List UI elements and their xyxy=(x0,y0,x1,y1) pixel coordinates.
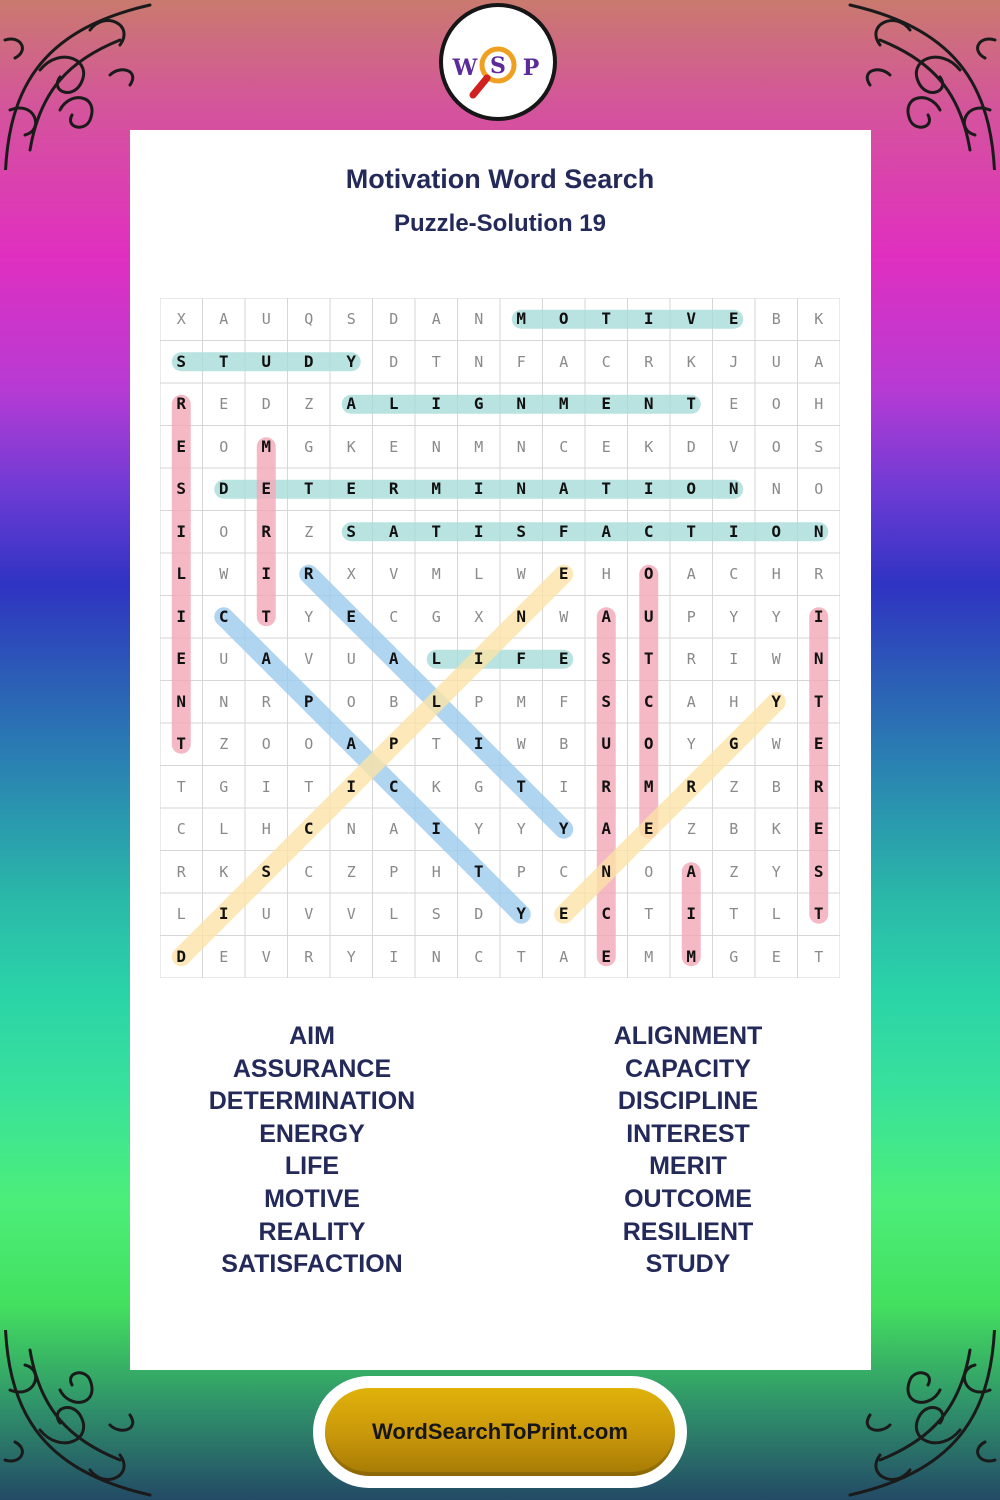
grid-cell: N xyxy=(728,479,739,498)
grid-cell: R xyxy=(261,521,272,541)
grid-cell: Y xyxy=(771,607,781,626)
grid-cell: E xyxy=(176,649,187,668)
grid-cell: T xyxy=(814,947,824,966)
grid-cell: I xyxy=(176,606,187,626)
grid-cell: P xyxy=(686,607,696,626)
grid-cell: N xyxy=(813,521,824,541)
grid-cell: N xyxy=(516,394,527,413)
grid-cell: O xyxy=(771,521,782,541)
logo-letter-p: P xyxy=(522,55,540,81)
grid-cell: W xyxy=(771,650,781,668)
grid-cell: C xyxy=(176,820,186,838)
grid-cell: C xyxy=(304,862,314,881)
grid-cell: I xyxy=(473,521,484,541)
grid-cell: T xyxy=(176,734,187,753)
grid-cell: R xyxy=(686,776,697,796)
grid-cell: O xyxy=(219,437,229,456)
grid-cell: M xyxy=(644,947,654,966)
grid-cell: T xyxy=(176,777,186,796)
grid-cell: E xyxy=(601,437,611,456)
grid-cell: A xyxy=(686,861,697,881)
grid-cell: T xyxy=(643,649,654,668)
grid-cell: N xyxy=(219,692,229,711)
grid-cell: P xyxy=(303,691,314,711)
grid-cell: R xyxy=(814,565,824,583)
logo-letter-s: S xyxy=(490,53,506,79)
grid-cell: C xyxy=(601,352,611,371)
grid-cell: E xyxy=(219,947,229,966)
grid-cell: E xyxy=(346,606,357,626)
grid-cell: Y xyxy=(771,691,782,711)
grid-cell: W xyxy=(516,565,526,583)
grid-cell: K xyxy=(814,310,824,328)
grid-cell: M xyxy=(431,479,442,498)
grid-cell: G xyxy=(473,394,484,413)
grid-cell: Y xyxy=(771,862,781,881)
grid-cell: L xyxy=(431,691,442,711)
grid-cell: O xyxy=(346,692,356,711)
grid-cell: I xyxy=(473,649,484,668)
grid-cell: Y xyxy=(346,947,356,966)
grid-cell: I xyxy=(813,606,824,626)
grid-cell: W xyxy=(219,565,229,583)
grid-cell: N xyxy=(431,947,441,966)
grid-cell: Z xyxy=(304,522,314,541)
logo-letter-w: W xyxy=(452,55,478,81)
grid-cell: Z xyxy=(686,820,696,838)
grid-cell: M xyxy=(516,309,527,328)
grid-cell: C xyxy=(474,947,484,966)
grid-cell: R xyxy=(261,692,271,711)
grid-cell: G xyxy=(728,734,739,753)
grid-cell: I xyxy=(559,777,569,796)
grid-cell: O xyxy=(771,395,781,413)
grid-cell: G xyxy=(474,777,484,796)
grid-cell: I xyxy=(261,777,271,796)
grid-cell: Z xyxy=(219,735,229,753)
grid-cell: T xyxy=(261,606,272,626)
grid-cell: I xyxy=(431,819,442,838)
grid-cell: P xyxy=(474,692,484,711)
grid-cell: E xyxy=(601,394,612,413)
grid-cell: N xyxy=(431,437,441,456)
word-list-item: ASSURANCE xyxy=(232,1054,392,1083)
grid-cell: G xyxy=(219,777,229,796)
grid-cell: M xyxy=(474,437,484,456)
grid-cell: N xyxy=(516,606,527,626)
grid-cell: W xyxy=(559,607,569,626)
grid-cell: V xyxy=(261,947,271,966)
grid-cell: D xyxy=(474,905,484,923)
grid-cell: N xyxy=(601,861,612,881)
grid-cell: M xyxy=(431,565,441,583)
grid-cell: I xyxy=(389,947,399,966)
grid-cell: O xyxy=(814,480,824,498)
grid-cell: C xyxy=(389,607,399,626)
grid-cell: D xyxy=(389,310,399,328)
grid-cell: T xyxy=(218,351,229,371)
grid-cell: D xyxy=(686,437,696,456)
grid-cell: T xyxy=(473,861,484,881)
grid-cell: Z xyxy=(304,395,314,413)
grid-cell: R xyxy=(303,564,314,583)
grid-cell: C xyxy=(643,521,654,541)
grid-cell: E xyxy=(728,309,739,328)
grid-cell: U xyxy=(346,650,356,668)
page-subtitle: Puzzle-Solution 19 xyxy=(393,210,606,237)
grid-cell: B xyxy=(389,692,399,711)
grid-cell: N xyxy=(813,649,824,668)
grid-cell: O xyxy=(261,735,271,753)
grid-cell: A xyxy=(388,649,399,668)
grid-cell: O xyxy=(219,522,229,541)
grid-cell: V xyxy=(729,437,739,456)
grid-cell: C xyxy=(729,565,739,583)
grid-cell: I xyxy=(473,734,484,753)
word-list-item: ALIGNMENT xyxy=(613,1022,763,1050)
grid-cell: I xyxy=(728,521,739,541)
grid-cell: A xyxy=(346,394,357,413)
grid-cell: Z xyxy=(729,862,739,881)
grid-cell: E xyxy=(771,947,781,966)
grid-cell: C xyxy=(559,437,569,456)
grid-cell: R xyxy=(601,776,612,796)
grid-cell: E xyxy=(729,395,739,413)
grid-cell: F xyxy=(558,521,569,541)
grid-cell: S xyxy=(261,861,272,881)
grid-cell: T xyxy=(516,776,527,796)
grid-cell: G xyxy=(729,947,739,966)
word-list-item: OUTCOME xyxy=(624,1184,752,1213)
grid-cell: E xyxy=(389,437,399,456)
grid-cell: M xyxy=(516,692,526,711)
grid-cell: T xyxy=(601,309,612,328)
grid-cell: S xyxy=(431,905,441,923)
grid-cell: P xyxy=(516,862,526,881)
grid-cell: E xyxy=(643,819,654,838)
word-list-item: AIM xyxy=(289,1022,335,1050)
grid-cell: H xyxy=(261,820,271,838)
grid-cell: T xyxy=(431,352,441,371)
grid-cell: P xyxy=(388,734,399,753)
word-list-item: STUDY xyxy=(645,1250,731,1279)
grid-cell: V xyxy=(346,905,356,923)
grid-cell: V xyxy=(304,650,314,668)
grid-cell: T xyxy=(303,479,314,498)
grid-cell: S xyxy=(176,351,187,371)
grid-cell: A xyxy=(601,606,612,626)
grid-cell: E xyxy=(601,946,612,966)
grid-cell: A xyxy=(219,310,229,328)
grid-cell: K xyxy=(346,437,356,456)
grid-cell: Q xyxy=(304,310,314,328)
grid-cell: L xyxy=(431,649,442,668)
grid-cell: K xyxy=(644,437,654,456)
grid-cell: Z xyxy=(346,862,356,881)
grid-cell: D xyxy=(176,946,187,966)
grid-cell: I xyxy=(218,904,229,923)
grid-cell: L xyxy=(176,564,187,583)
grid-cell: N xyxy=(176,691,187,711)
grid-cell: O xyxy=(643,564,654,583)
grid-cell: W xyxy=(771,735,781,753)
grid-cell: I xyxy=(431,394,442,413)
grid-cell: A xyxy=(559,352,569,371)
grid-cell: I xyxy=(643,479,654,498)
grid-cell: U xyxy=(601,734,612,753)
grid-cell: A xyxy=(559,947,569,966)
grid-cell: F xyxy=(516,649,527,668)
grid-cell: S xyxy=(601,649,612,668)
grid-cell: O xyxy=(304,735,314,753)
grid-cell: T xyxy=(813,691,824,711)
grid-cell: Y xyxy=(729,607,739,626)
grid-cell: H xyxy=(729,692,739,711)
grid-cell: V xyxy=(389,565,399,583)
site-link-button[interactable]: WordSearchToPrint.com xyxy=(325,1388,675,1476)
grid-cell: K xyxy=(431,777,441,796)
grid-cell: N xyxy=(516,437,526,456)
grid-cell: Y xyxy=(474,820,484,838)
grid-cell: O xyxy=(686,479,697,498)
grid-cell: Y xyxy=(516,820,526,838)
grid-cell: R xyxy=(644,352,654,371)
grid-letters xyxy=(160,298,840,978)
grid-cell: L xyxy=(389,905,399,923)
word-list-item: RESILIENT xyxy=(622,1217,754,1246)
grid-cell: X xyxy=(474,607,484,626)
grid-cell: S xyxy=(346,310,356,328)
grid-cell: D xyxy=(261,395,271,413)
grid-cell: E xyxy=(261,479,272,498)
grid-cell: H xyxy=(814,395,824,413)
grid-cell: U xyxy=(261,351,272,371)
word-list-item: CAPACITY xyxy=(625,1054,751,1083)
grid-cell: I xyxy=(643,309,654,328)
grid-cell: S xyxy=(346,521,357,541)
grid-cell: T xyxy=(729,905,739,923)
word-list-item: ENERGY xyxy=(259,1119,365,1148)
grid-cell: O xyxy=(644,862,654,881)
grid-cell: A xyxy=(431,310,441,328)
grid-cell: Y xyxy=(304,607,314,626)
grid-cell: D xyxy=(218,479,229,498)
grid-cell: I xyxy=(346,776,357,796)
grid-cell: E xyxy=(219,395,229,413)
grid-cell: E xyxy=(176,436,187,456)
grid-cell: S xyxy=(813,861,824,881)
grid-cell: T xyxy=(601,479,612,498)
grid-cell: R xyxy=(388,479,399,498)
grid-cell: N xyxy=(474,310,484,328)
grid-cell: M xyxy=(558,394,569,413)
grid-cell: M xyxy=(686,946,697,966)
grid-cell: A xyxy=(558,479,569,498)
grid-cell: N xyxy=(643,394,654,413)
grid-cell: R xyxy=(176,394,187,413)
grid-cell: U xyxy=(261,905,271,923)
grid-cell: A xyxy=(346,734,357,753)
grid-cell: N xyxy=(474,352,484,371)
grid-cell: U xyxy=(771,352,781,371)
grid-cell: U xyxy=(261,310,271,328)
grid-cell: M xyxy=(261,436,272,456)
grid-cell: A xyxy=(388,521,399,541)
grid-cell: I xyxy=(176,521,187,541)
grid-cell: O xyxy=(643,734,654,753)
grid-cell: M xyxy=(643,776,654,796)
grid-cell: C xyxy=(643,691,654,711)
word-list-item: DISCIPLINE xyxy=(617,1087,759,1116)
grid-cell: S xyxy=(516,521,527,541)
grid-cell: T xyxy=(686,394,697,413)
grid-cell: L xyxy=(388,394,399,413)
site-logo xyxy=(439,3,557,121)
grid-cell: T xyxy=(644,905,654,923)
grid-cell: R xyxy=(813,776,824,796)
grid-cell: K xyxy=(219,862,229,881)
grid-cell: Z xyxy=(729,777,739,796)
grid-cell: S xyxy=(814,437,824,456)
grid-cell: U xyxy=(219,650,229,668)
grid-cell: X xyxy=(176,310,186,328)
grid-cell: J xyxy=(729,352,739,371)
grid-cell: O xyxy=(771,437,781,456)
grid-cell: E xyxy=(558,904,569,923)
word-list-item: DETERMINATION xyxy=(208,1087,416,1116)
grid-cell: T xyxy=(686,521,697,541)
grid-cell: I xyxy=(729,650,739,668)
grid-cell: N xyxy=(771,480,781,498)
grid-cell: Y xyxy=(686,735,696,753)
grid-cell: Y xyxy=(516,904,527,923)
grid-cell: G xyxy=(304,437,314,456)
word-list-item: SATISFACTION xyxy=(221,1250,403,1279)
grid-cell: H xyxy=(601,565,611,583)
word-list-item: INTEREST xyxy=(626,1119,750,1148)
grid-cell: I xyxy=(261,564,272,583)
grid-cell: S xyxy=(601,691,612,711)
grid-cell: U xyxy=(643,606,654,626)
grid-cell: C xyxy=(601,904,612,923)
grid-cell: E xyxy=(558,564,569,583)
grid-cell: V xyxy=(304,905,314,923)
grid-cell: A xyxy=(389,820,399,838)
grid-cell: F xyxy=(516,352,526,371)
grid-cell: E xyxy=(346,479,357,498)
grid-cell: D xyxy=(389,352,399,371)
word-list-item: LIFE xyxy=(284,1152,340,1181)
grid-cell: T xyxy=(304,777,314,796)
grid-cell: W xyxy=(516,735,526,753)
grid-cell: E xyxy=(813,819,824,838)
grid-cell: C xyxy=(303,819,314,838)
grid-cell: I xyxy=(686,904,697,923)
word-list-item: MOTIVE xyxy=(264,1184,360,1213)
grid-cell: V xyxy=(686,309,697,328)
grid-cell: L xyxy=(474,565,484,583)
grid-cell: S xyxy=(176,479,187,498)
grid-cell: L xyxy=(219,820,229,838)
grid-cell: E xyxy=(558,649,569,668)
grid-cell: T xyxy=(516,947,526,966)
grid-cell: C xyxy=(388,776,399,796)
page-title: Motivation Word Search xyxy=(345,164,655,194)
grid-cell: G xyxy=(431,607,441,626)
grid-cell: T xyxy=(431,735,441,753)
grid-cell: T xyxy=(431,521,442,541)
grid-cell: C xyxy=(559,862,569,881)
word-list-item: REALITY xyxy=(258,1217,366,1246)
grid-cell: K xyxy=(771,820,781,838)
grid-cell: X xyxy=(346,565,356,583)
grid-cell: F xyxy=(559,692,569,711)
grid-cell: R xyxy=(304,947,314,966)
grid-cell: A xyxy=(814,352,824,371)
grid-cell: A xyxy=(686,692,696,711)
grid-cell: I xyxy=(473,479,484,498)
grid-cell: K xyxy=(686,352,696,371)
word-list-right xyxy=(523,1020,853,1281)
grid-cell: R xyxy=(176,862,186,881)
word-list-left xyxy=(147,1020,477,1281)
grid-cell: B xyxy=(729,820,739,838)
grid-cell: A xyxy=(686,565,696,583)
grid-cell: C xyxy=(218,606,229,626)
word-list-item: MERIT xyxy=(649,1152,727,1181)
grid-cell: Y xyxy=(558,819,569,838)
grid-cell: B xyxy=(559,735,569,753)
grid-cell: A xyxy=(601,521,612,541)
grid-cell: B xyxy=(771,777,781,796)
grid-cell: L xyxy=(771,905,781,923)
word-search-grid xyxy=(160,298,840,978)
grid-cell: A xyxy=(601,819,612,838)
grid-cell: A xyxy=(261,649,272,668)
grid-cell: R xyxy=(686,650,696,668)
grid-cell: N xyxy=(516,479,527,498)
grid-cell: B xyxy=(771,310,781,328)
grid-cell: Y xyxy=(346,351,357,371)
grid-cell: N xyxy=(346,820,356,838)
grid-cell: D xyxy=(303,351,314,371)
grid-cell: T xyxy=(813,904,824,923)
grid-cell: E xyxy=(813,734,824,753)
grid-cell: O xyxy=(558,309,569,328)
grid-cell: L xyxy=(176,905,186,923)
grid-cell: P xyxy=(389,862,399,881)
grid-cell: H xyxy=(431,862,441,881)
grid-cell: H xyxy=(771,565,781,583)
